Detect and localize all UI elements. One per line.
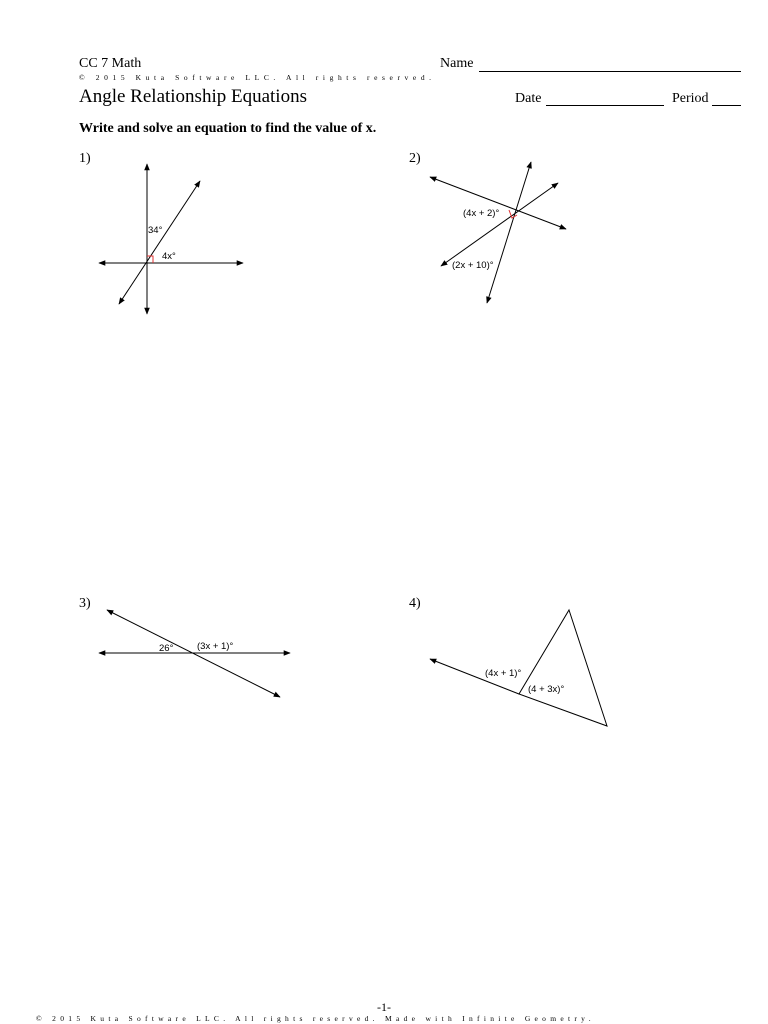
exterior-angle-label: (4x + 1)°: [485, 668, 522, 679]
date-label: Date: [515, 91, 542, 106]
course-name: CC 7 Math: [79, 56, 142, 71]
period-label: Period: [672, 91, 709, 106]
problem-2-number: 2): [409, 151, 421, 166]
line-b: [441, 183, 558, 266]
problem-3-number: 3): [79, 596, 91, 611]
copyright-notice: © 2015 Kuta Software LLC. All rights reserved.: [79, 73, 436, 82]
angle-label-3x-plus-1: (3x + 1)°: [197, 641, 234, 652]
figure-problem-4: [430, 610, 607, 726]
angle-label-4x: 4x°: [162, 251, 176, 262]
angle-label-26: 26°: [159, 643, 174, 654]
triangle: [519, 610, 607, 726]
figure-problem-1: [99, 164, 243, 314]
worksheet-title: Angle Relationship Equations: [79, 86, 307, 107]
name-label: Name: [440, 56, 474, 71]
line-a: [430, 177, 566, 229]
problem-4-number: 4): [409, 596, 421, 611]
instructions: Write and solve an equation to find the value of x.: [79, 121, 377, 136]
line-c: [487, 162, 531, 303]
problem-1-number: 1): [79, 151, 91, 166]
page-number: -1-: [377, 1000, 391, 1014]
figure-problem-3: [99, 610, 290, 697]
angle-label-2x-plus-10: (2x + 10)°: [452, 260, 494, 271]
interior-angle-label: (4 + 3x)°: [528, 684, 565, 695]
angle-label-34: 34°: [148, 225, 163, 236]
angle-label-4x-plus-2: (4x + 2)°: [463, 208, 500, 219]
diagonal-line: [119, 181, 200, 304]
footer-copyright: © 2015 Kuta Software LLC. All rights reserved. Made with Infinite Geometry.: [36, 1014, 595, 1023]
figure-problem-2: [430, 162, 566, 303]
